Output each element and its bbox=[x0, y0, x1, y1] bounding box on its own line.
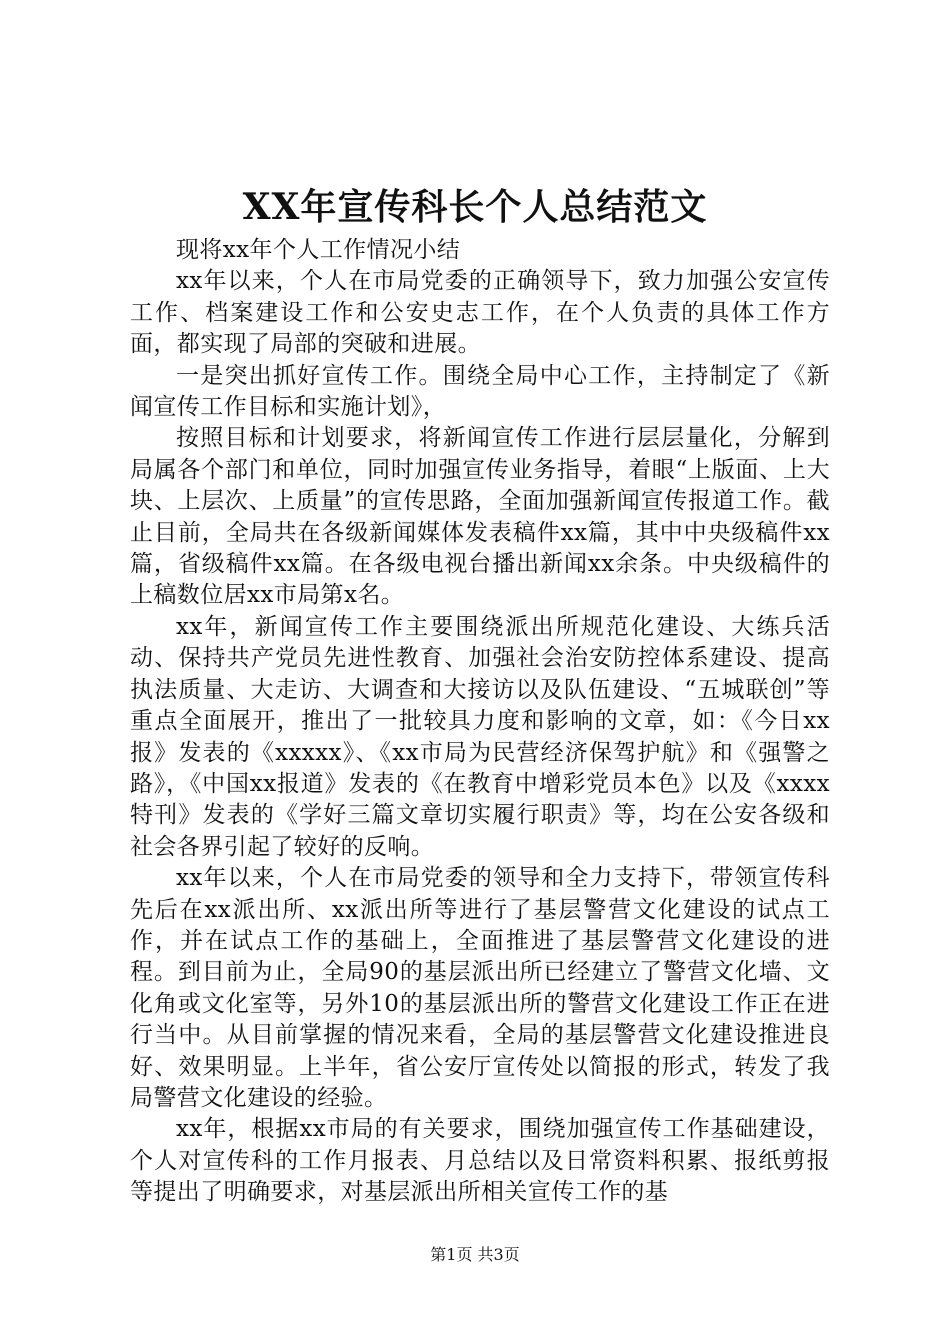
document-title: XX年宣传科长个人总结范文 bbox=[242, 186, 708, 228]
paragraph: xx年以来，个人在市局党委的正确领导下，致力加强公安宣传工作、档案建设工作和公安史志工作，在个人负责的具体工作方面，都实现了局部的突破和进展。 bbox=[130, 268, 830, 358]
paragraph: 按照目标和计划要求，将新闻宣传工作进行层层量化，分解到局属各个部门和单位，同时加强宣传业务指导，着眼“上版面、上大块、上层次、上质量”的宣传思路，全面加强新闻宣传报道工作。截止目前，全局共在各级新闻媒体发表稿件xx篇，其中中央级稿件xx篇，省级稿件xx篇。在各级电视台播出新闻xx余条。中央级稿件的上稿数位居xx市局第x名。 bbox=[130, 425, 830, 609]
paragraph: 现将xx年个人工作情况小结 bbox=[176, 237, 461, 263]
paragraph: xx年，根据xx市局的有关要求，围绕加强宣传工作基础建设，个人对宣传科的工作月报表、月总结以及日常资料积累、报纸剪报等提出了明确要求，对基层派出所相关宣传工作的基 bbox=[130, 1116, 830, 1206]
paragraph: xx年，新闻宣传工作主要围绕派出所规范化建设、大练兵活动、保持共产党员先进性教育、加强社会治安防控体系建设、提高执法质量、大走访、大调查和大接访以及队伍建设、“五城联创”等重点全面展开，推出了一批较具力度和影响的文章，如：《今日xx报》发表的《xxxxx》、《xx市局为民营经济保驾护航》和《强警之路》，《中国xx报道》发表的《在教育中增彩党员本色》以及《xxxx特刊》发表的《学好三篇文章切实履行职责》等，均在公安各级和社会各界引起了较好的反响。 bbox=[130, 613, 830, 860]
paragraph: 一是突出抓好宣传工作。围绕全局中心工作，主持制定了《新闻宣传工作目标和实施计划》， bbox=[130, 362, 830, 421]
page-number-footer: 第1页 共3页 bbox=[430, 1245, 520, 1264]
document-body bbox=[130, 235, 830, 1209]
paragraph: xx年以来，个人在市局党委的领导和全力支持下，带领宣传科先后在xx派出所、xx派出所等进行了基层警营文化建设的试点工作，并在试点工作的基础上，全面推进了基层警营文化建设的进程。到目前为止，全局90的基层派出所已经建立了警营文化墙、文化角或文化室等，另外10的基层派出所的警营文化建设工作正在进行当中。从目前掌握的情况来看，全局的基层警营文化建设推进良好、效果明显。上半年，省公安厅宣传处以简报的形式，转发了我局警营文化建设的经验。 bbox=[130, 865, 830, 1111]
